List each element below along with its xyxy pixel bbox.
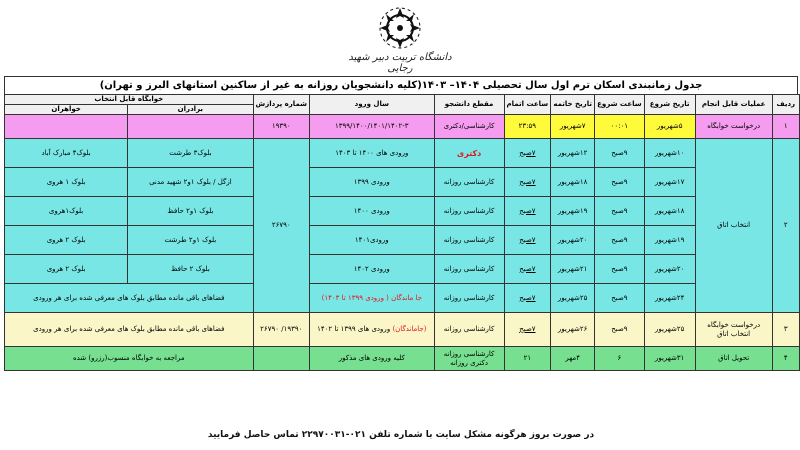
row4-radif: ۴ — [772, 347, 799, 371]
row1-entry: ۱۳۹۹/۱۴۰۰/۱۴۰۱/۱۴۰۲-۳ — [310, 115, 435, 139]
row4-start-time: ۶ — [595, 347, 645, 371]
row2-entry: ورودی۱۴۰۱ — [310, 226, 435, 255]
header-radif: ردیف — [772, 95, 799, 115]
row2-sisters: بلوک ۲ هروی — [5, 255, 128, 284]
logo-emblem-icon — [360, 4, 440, 52]
row2-entry: جا ماندگان ( ورودی ۱۳۹۹ تا ۱۴۰۳) — [310, 284, 435, 313]
row3-remaining: فضاهای باقی مانده مطابق بلوک های معرفی شده برای هر ورودی — [5, 313, 254, 347]
table-row — [5, 284, 800, 313]
row2-brothers: ازگل / بلوک ۱و۲ شهید مدنی — [128, 168, 253, 197]
row2-end-time: ۷صبح — [504, 226, 551, 255]
header-start-date: تاریخ شروع — [644, 95, 695, 115]
header-end-time: ساعت اتمام — [504, 95, 551, 115]
row2-op: انتخاب اتاق — [695, 139, 772, 313]
header-processing-no: شماره پردازش — [253, 95, 309, 115]
university-logo — [335, 4, 465, 72]
row2-brothers: بلوک ۱و۲ حافظ — [128, 197, 253, 226]
row2-proc: ۲۶۷۹۰ — [253, 139, 309, 313]
header-end-date: تاریخ خاتمه — [551, 95, 595, 115]
row2-start-date: ۲۴شهریور — [644, 284, 695, 313]
row3-entry — [310, 313, 435, 347]
row2-start-time: ۹صبح — [595, 197, 645, 226]
row4-entry: کلیه ورودی های مذکور — [310, 347, 435, 371]
row3-entry-rest: ورودی های ۱۳۹۹ تا ۱۴۰۲ — [317, 325, 391, 333]
row2-end-date: ۱۹شهریور — [551, 197, 595, 226]
row4-op: تحویل اتاق — [695, 347, 772, 371]
row1-start-date: ۵شهریور — [644, 115, 695, 139]
row2-start-date: ۱۹شهریور — [644, 226, 695, 255]
table-row — [5, 115, 800, 139]
row2-start-time: ۹صبح — [595, 284, 645, 313]
row2-radif: ۲ — [772, 139, 799, 313]
row2-brothers: بلوک۳ طرشت — [128, 139, 253, 168]
row2-start-time: ۹صبح — [595, 168, 645, 197]
row1-op: درخواست خوابگاه — [695, 115, 772, 139]
row2-start-time: ۹صبح — [595, 226, 645, 255]
row2-level: کارشناسی روزانه — [434, 255, 504, 284]
table-row — [5, 255, 800, 284]
row3-start-date: ۲۵شهریور — [644, 313, 695, 347]
row2-end-time: ۷صبح — [504, 255, 551, 284]
row2-end-date: ۲۰شهریور — [551, 226, 595, 255]
row4-start-date: ۳۱شهریور — [644, 347, 695, 371]
row2-end-date: ۲۵شهریور — [551, 284, 595, 313]
row3-entry-red: (جاماندگان) — [392, 325, 427, 333]
row2-end-time: ۷صبح — [504, 168, 551, 197]
header-brothers: برادران — [128, 105, 253, 115]
table-row — [5, 226, 800, 255]
header-ops: عملیات قابل انجام — [695, 95, 772, 115]
header-sisters: خواهران — [5, 105, 128, 115]
row1-start-time: ۰۰:۰۱ — [595, 115, 645, 139]
row1-proc: ۱۹۳۹۰ — [253, 115, 309, 139]
row2-end-date: ۲۱شهریور — [551, 255, 595, 284]
header-level: مقطع دانشجو — [434, 95, 504, 115]
row2-start-time: ۹صبح — [595, 139, 645, 168]
header-start-time: ساعت شروع — [595, 95, 645, 115]
row2-sisters: بلوک۱هروی — [5, 197, 128, 226]
row2-entry: ورودی ۱۳۹۹ — [310, 168, 435, 197]
row2-entry: ورودی های ۱۴۰۰ تا ۱۴۰۳ — [310, 139, 435, 168]
table-row — [5, 139, 800, 168]
row1-level: کارشناسی/دکتری — [434, 115, 504, 139]
table-row — [5, 313, 800, 347]
row1-radif: ۱ — [772, 115, 799, 139]
row2-end-time: ۷صبح — [504, 284, 551, 313]
university-name: دانشگاه تربیت دبیر شهید رجایی — [348, 52, 452, 74]
row2-remaining: فضاهای باقی مانده مطابق بلوک های معرفی شده برای هر ورودی — [5, 284, 254, 313]
schedule-table — [4, 94, 800, 371]
row4-note: مراجعه به خوابگاه منسوب(رزرو) شده — [5, 347, 254, 371]
document-title: جدول زمانبندی اسکان ترم اول سال تحصیلی ۱۴۰۴– ۱۴۰۳(کلیه دانشجویان روزانه به غیر از ساکنین استانهای البرز و تهران) — [4, 76, 798, 94]
row3-radif: ۳ — [772, 313, 799, 347]
row2-sisters: بلوک۴ مبارک آباد — [5, 139, 128, 168]
row2-start-time: ۹صبح — [595, 255, 645, 284]
row4-level: کارشناسی روزانه دکتری روزانه — [434, 347, 504, 371]
row2-level: کارشناسی روزانه — [434, 284, 504, 313]
row2-brothers: بلوک ۲ حافظ — [128, 255, 253, 284]
row2-brothers: بلوک ۱و۲ طرشت — [128, 226, 253, 255]
row2-end-time: ۷صبح — [504, 197, 551, 226]
row2-level: دکتری — [434, 139, 504, 168]
row3-level: کارشناسی روزانه — [434, 313, 504, 347]
row2-level: کارشناسی روزانه — [434, 226, 504, 255]
row1-end-date: ۷شهریور — [551, 115, 595, 139]
table-row — [5, 347, 800, 371]
row2-entry: ورودی ۱۴۰۲ — [310, 255, 435, 284]
row2-end-time: ۷صبح — [504, 139, 551, 168]
row1-sisters — [5, 115, 128, 139]
table-row — [5, 168, 800, 197]
row2-level: کارشناسی روزانه — [434, 168, 504, 197]
row2-sisters: بلوک ۲ هروی — [5, 226, 128, 255]
row1-brothers — [128, 115, 253, 139]
header-row — [5, 95, 800, 105]
row3-start-time: ۹صبح — [595, 313, 645, 347]
row2-sisters: بلوک ۱ هروی — [5, 168, 128, 197]
row2-start-date: ۱۸شهریور — [644, 197, 695, 226]
row2-end-date: ۱۸شهریور — [551, 168, 595, 197]
row2-level: کارشناسی روزانه — [434, 197, 504, 226]
row2-start-date: ۱۰شهریور — [644, 139, 695, 168]
header-entry-year: سال ورود — [310, 95, 435, 115]
row2-start-date: ۱۷شهریور — [644, 168, 695, 197]
row2-end-date: ۱۲شهریور — [551, 139, 595, 168]
row3-end-time: ۷صبح — [504, 313, 551, 347]
row3-op: درخواست خوابگاه انتخاب اتاق — [695, 313, 772, 347]
header-dorms: خوابگاه قابل انتخاب — [5, 95, 254, 105]
row2-start-date: ۲۰شهریور — [644, 255, 695, 284]
row4-end-time: ۲۱ — [504, 347, 551, 371]
row1-end-time: ۲۳:۵۹ — [504, 115, 551, 139]
row4-proc — [253, 347, 309, 371]
row3-end-date: ۲۶شهریور — [551, 313, 595, 347]
row2-entry: ورودی ۱۴۰۰ — [310, 197, 435, 226]
row3-proc: ۱۹۳۹۰/ ۲۶۷۹۰ — [253, 313, 309, 347]
table-row — [5, 197, 800, 226]
row4-end-date: ۴مهر — [551, 347, 595, 371]
footer-contact: در صورت بروز هرگونه مشکل سایت با شماره تلفن ۰۲۱-۲۲۹۷۰۰۳۱ تماس حاصل فرمایید — [207, 430, 595, 440]
